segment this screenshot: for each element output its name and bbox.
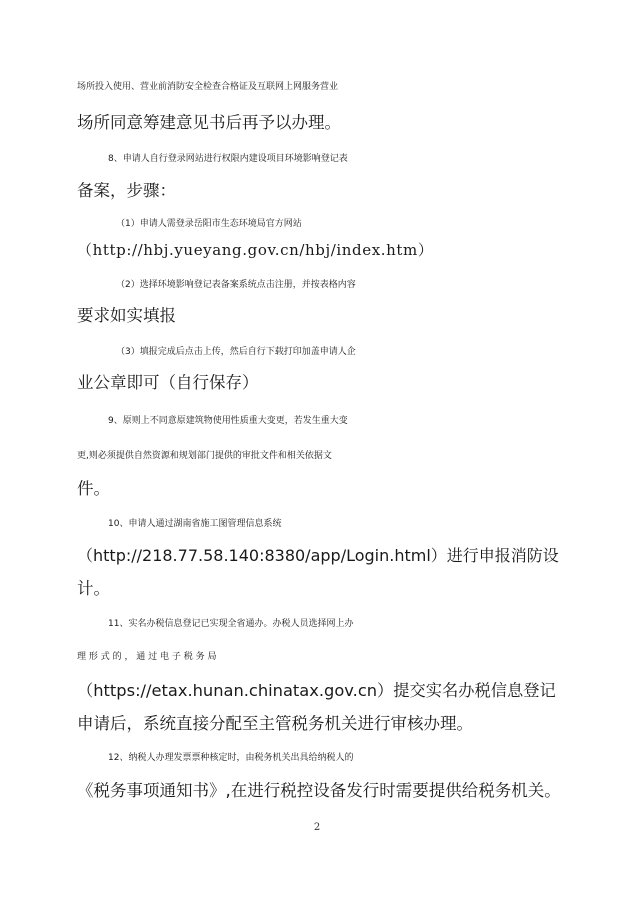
text-line: （3）填报完成后点击上传，然后自行下载打印加盖申请人企 bbox=[116, 347, 356, 357]
text-line: 场所投入使用、营业前消防安全检查合格证及互联网上网服务营业 bbox=[77, 82, 339, 92]
text-line: 计。 bbox=[77, 579, 110, 598]
page-number: 2 bbox=[313, 822, 321, 833]
text-line: 件。 bbox=[77, 479, 110, 498]
text-line: 业公章即可（自行保存） bbox=[77, 373, 259, 392]
text-line: 申请后，系统直接分配至主管税务机关进行审核办理。 bbox=[77, 714, 473, 733]
text-line: （http://218.77.58.140:8380/app/Login.html）进行申报消防设 bbox=[77, 546, 559, 565]
text-line: 11、实名办税信息登记已实现全省通办。办税人员选择网上办 bbox=[108, 619, 354, 629]
text-line: 场所同意筹建意见书后再予以办理。 bbox=[77, 113, 341, 132]
text-line: 理 形 式 的 ， 通 过 电 子 税 务 局 bbox=[77, 652, 217, 662]
text-line: （2）选择环境影响登记表备案系统点击注册，并按表格内容 bbox=[116, 280, 356, 290]
text-line: 更,则必须提供自然资源和规划部门提供的审批文件和相关依据文 bbox=[77, 451, 332, 461]
url-line: （http://hbj.yueyang.gov.cn/hbj/index.htm） bbox=[77, 241, 434, 259]
text-line: 《税务事项通知书》,在进行税控设备发行时需要提供给税务机关。 bbox=[77, 781, 561, 800]
text-line: 12、纳税人办理发票票种核定时，由税务机关出具给纳税人的 bbox=[108, 753, 354, 763]
text-line: 要求如实填报 bbox=[77, 306, 176, 325]
text-line: 10、申请人通过湖南省施工图管理信息系统 bbox=[108, 519, 282, 529]
text-line: 8、申请人自行登录网站进行权限内建设项目环境影响登记表 bbox=[108, 154, 348, 164]
text-line: 备案，步骤： bbox=[77, 181, 176, 200]
text-line: （https://etax.hunan.chinatax.gov.cn）提交实名办税信息登记 bbox=[77, 681, 556, 700]
text-line: （1）申请人需登录岳阳市生态环境局官方网站 bbox=[116, 219, 302, 229]
text-line: 9、原则上不同意原建筑物使用性质重大变更，若发生重大变 bbox=[108, 416, 348, 426]
